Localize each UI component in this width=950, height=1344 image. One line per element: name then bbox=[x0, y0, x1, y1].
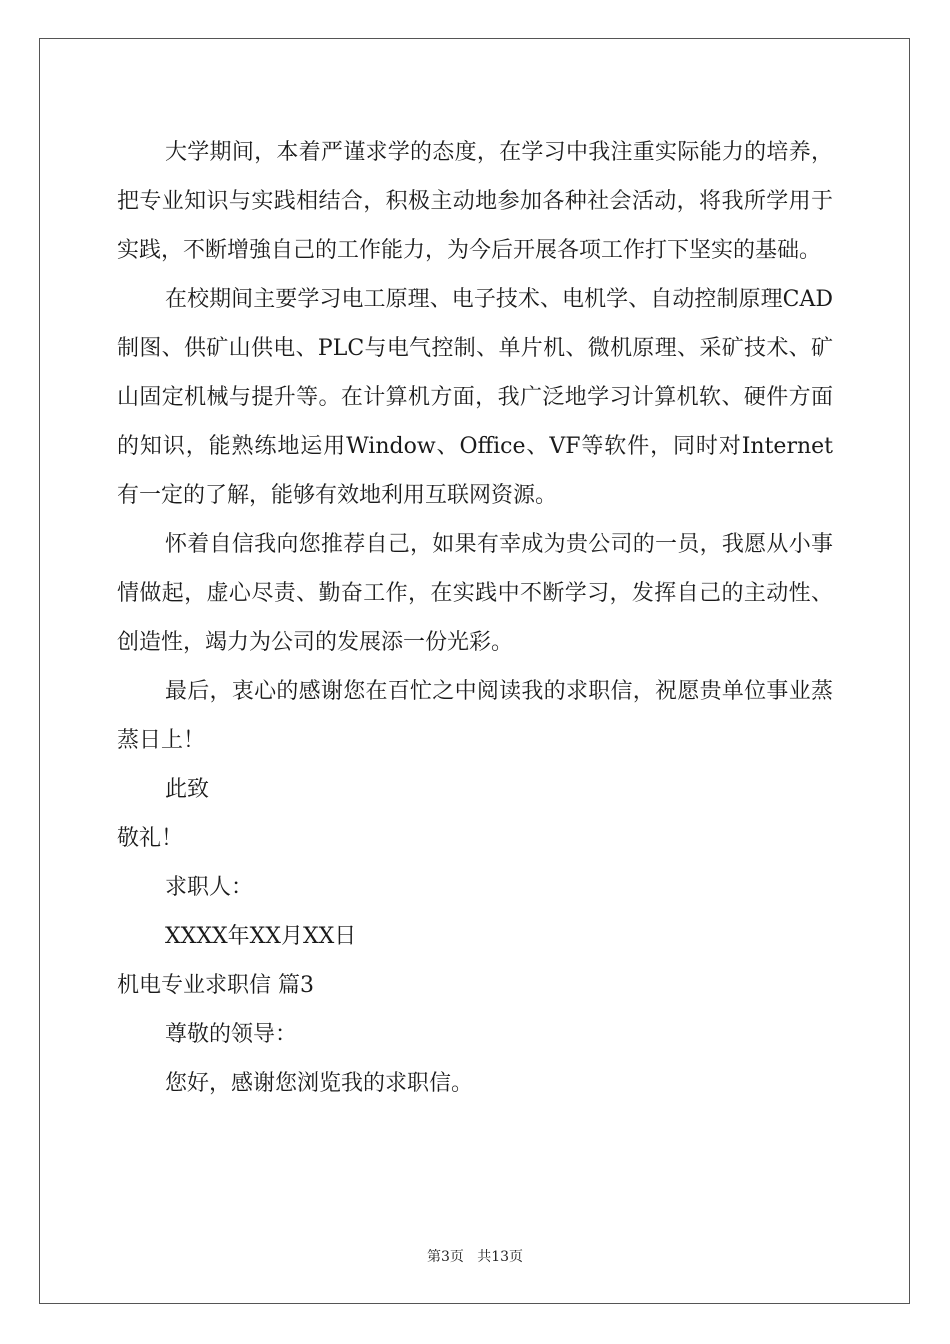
document-body bbox=[117, 128, 833, 1108]
closing-line: 此致 bbox=[165, 777, 210, 802]
section-title: 机电专业求职信 篇3 bbox=[117, 973, 314, 998]
paragraph-recommend: 怀着自信我向您推荐自己，如果有幸成为贵公司的一员，我愿从小事情做起，虚心尽责、勤奋工作，在实践中不断学习，发挥自己的主动性、创造性，竭力为公司的发展添一份光彩。 bbox=[117, 532, 833, 655]
greeting-line: 尊敬的领导： bbox=[165, 1022, 298, 1047]
date-line: XXXX年XX月XX日 bbox=[165, 924, 357, 949]
paragraph-thanks: 最后，衷心的感谢您在百忙之中阅读我的求职信，祝愿贵单位事业蒸蒸日上！ bbox=[117, 679, 833, 753]
page-number: 第3页 共13页 bbox=[426, 1249, 524, 1265]
paragraph-courses: 在校期间主要学习电工原理、电子技术、电机学、自动控制原理CAD制图、供矿山供电、PLC与电气控制、单片机、微机原理、采矿技术、矿山固定机械与提升等。在计算机方面，我广泛地学习计算机软、硬件方面的知识，能熟练地运用Window、Office、VF等软件，同时对Internet有一定的了解，能够有效地利用互联网资源。 bbox=[117, 287, 833, 508]
opening-line: 您好，感谢您浏览我的求职信。 bbox=[165, 1071, 474, 1096]
paragraph-study: 大学期间，本着严谨求学的态度，在学习中我注重实际能力的培养，把专业知识与实践相结合，积极主动地参加各种社会活动，将我所学用于实践，不断增強自己的工作能力，为今后开展各项工作打下坚实的基础。 bbox=[117, 140, 833, 263]
salute-line: 敬礼！ bbox=[117, 826, 184, 851]
signer-line: 求职人： bbox=[165, 875, 254, 900]
